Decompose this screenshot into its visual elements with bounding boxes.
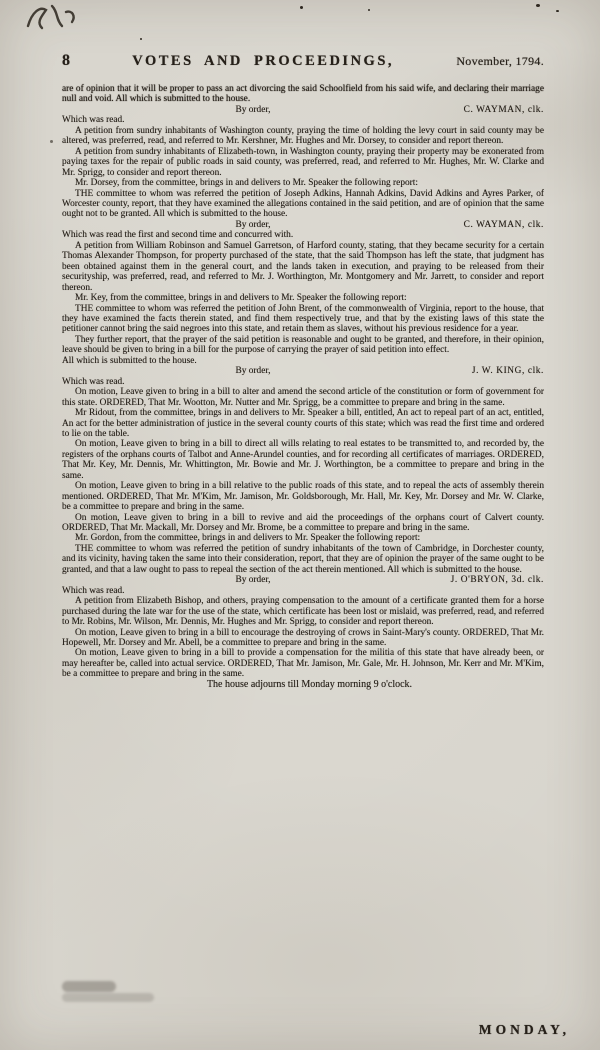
by-order-label: By order, <box>235 366 271 377</box>
paragraph: Mr. Gordon, from the committee, brings in and delivers to Mr. Speaker the following report: <box>75 533 421 544</box>
paragraph: Mr Ridout, from the committee, brings in and delivers to Mr. Speaker a bill, entitled, An act to repeal part of an act, entitled, An act for the better administration of justice in the several county courts of this state; which was read the first time and ordered to lie on the table. <box>62 408 544 439</box>
paper-speck <box>536 4 540 7</box>
paragraph: On motion, Leave given to bring in a bill to alter and amend the second article of the constitution or form of government for this state. ORDERED, That Mr. Wootton, Mr. Nutter and Mr. Sprigg, be a committee to prepare and bring in the same. <box>62 387 544 408</box>
clerk-signature: C. WAYMAN, clk. <box>463 219 544 230</box>
by-order-label: By order, <box>235 575 271 586</box>
paragraph: They further report, that the prayer of the said petition is reasonable and ought to be granted, and therefore, in their opinion, leave should be given to bring in a bill for the purpose of carrying the prayer of said petition into effect. <box>62 334 544 356</box>
paragraph: THE committee to whom was referred the petition of sundry inhabitants of the town of Cambridge, in Dorchester county, and its vicinity, having taken the same into their consideration, report, that they are of opinion the prayer of the same ought to be granted, and that a law ought to pass to repeal the section of the act therein mentioned. All which is submitted to the house. <box>62 543 544 575</box>
adjournment-line: The house adjourns till Monday morning 9 o'clock. <box>206 678 413 690</box>
clerk-signature: C. WAYMAN, clk. <box>463 104 544 115</box>
paragraph: Which was read. <box>62 115 125 126</box>
paragraph: On motion, Leave given to bring in a bill to direct all wills relating to real estates to be transmitted to, and recorded by, the registers of the orphans courts of Talbot and Anne-Arundel counties, and for recording all certificates of marriages. ORDERED, That Mr. Key, Mr. Dennis, Mr. Whittington, Mr. Bowie and Mr. J. Worthington, be a committee to prepare and bring in the same. <box>62 439 544 481</box>
paper-speck <box>50 140 53 143</box>
page-date: November, 1794. <box>456 54 544 68</box>
paper-speck <box>556 10 559 12</box>
clerk-signature: J. W. KING, clk. <box>471 366 544 377</box>
ink-smudge <box>62 993 154 1002</box>
ink-smudge <box>62 981 116 992</box>
paragraph: are of opinion that it will be proper to pass an act divorcing the said Schoolfield from his said wife, and declaring their marriage null and void. All which is submitted to the house. <box>62 84 544 105</box>
paragraph: On motion, Leave given to bring in a bill relative to the public roads of this state, and to repeal the acts of assembly therein mentioned. ORDERED, That Mr. M'Kim, Mr. Jamison, Mr. Goldsborough, Mr. Hall, Mr. Key, Mr. Dorsey and Mr. W. Clarke, be a committee to prepare and bring in the same. <box>62 481 544 513</box>
by-order-line <box>62 575 544 585</box>
page-header <box>62 52 544 70</box>
paragraph: On motion, Leave given to bring in a bill to revive and aid the proceedings of the orphans court of Calvert county. ORDERED, That Mr. Mackall, Mr. Dorsey and Mr. Brome, be a committee to prepare and bring in the same. <box>62 512 544 534</box>
paragraph: A petition from sundry inhabitants of Elizabeth-town, in Washington county, praying their property may be exonerated from paying taxes for the repair of public roads in said county, was preferred, read, and referred to Mr. Hughes, Mr. W. Clarke and Mr. Sprigg, to consider and report thereon. <box>62 146 544 178</box>
paragraph: Mr. Key, from the committee, brings in and delivers to Mr. Speaker the following report: <box>75 293 407 304</box>
page-title: VOTES AND PROCEEDINGS, <box>132 53 395 69</box>
clerk-signature: J. O'BRYON, 3d. clk. <box>450 575 544 586</box>
by-order-line <box>62 220 544 230</box>
paper-speck <box>368 9 370 11</box>
paragraph: Which was read the first and second time and concurred with. <box>62 230 294 241</box>
paragraph: THE committee to whom was referred the petition of Joseph Adkins, Hannah Adkins, David Adkins and Ayres Parker, of Worcester county, report, that they have examined the allegations contained in the said petition, and are of opinion that the same ought not to be granted. All which is submitted to the house. <box>62 188 544 220</box>
paragraph: THE committee to whom was referred the petition of John Brent, of the commonwealth of Virginia, report to the house, that they have examined the facts therein stated, and find them respectively true, and that by the existing laws of this state the petitioner cannot bring the said negroes into this state, and retain them as slaves, without his previous residence for a year. <box>62 303 544 335</box>
ink-scribble-icon <box>22 2 84 36</box>
paper-speck <box>300 6 303 9</box>
by-order-line <box>62 366 544 376</box>
paragraph: Mr. Dorsey, from the committee, brings in and delivers to Mr. Speaker the following report: <box>75 178 418 189</box>
paragraph: On motion, Leave given to bring in a bill to provide a compensation for the militia of this state that have already been, or may hereafter be, called into actual service. ORDERED, That Mr. Jamison, Mr. Gale, Mr. H. Johnson, Mr. Kerr and Mr. M'Kim, be a committee to prepare and bring in the same. <box>62 648 544 680</box>
paragraph: Which was read. <box>62 376 125 387</box>
paragraph: All which is submitted to the house. <box>62 355 197 366</box>
by-order-label: By order, <box>235 219 271 230</box>
by-order-line <box>62 105 544 115</box>
paragraph: Which was read. <box>62 585 125 596</box>
paper-speck <box>140 38 142 40</box>
by-order-label: By order, <box>235 104 271 115</box>
catchword: MONDAY, <box>478 1022 570 1037</box>
paragraph: On motion, Leave given to bring in a bill to encourage the destroying of crows in Saint-Mary's county. ORDERED, That Mr. Hopewell, Mr. Dorsey and Mr. Abell, be a committee to prepare and bring in the same. <box>62 627 544 649</box>
paragraph: A petition from Elizabeth Bishop, and others, praying compensation to the amount of a certificate granted them for a horse purchased during the late war for the use of the state, which certificate has been lost or mislaid, was preferred, read, and referred to Mr. Robins, Mr. Wilson, Mr. Dennis, Mr. Hughes and Mr. Sprigg, to consider and report thereon. <box>62 596 544 628</box>
paragraph: A petition from William Robinson and Samuel Garretson, of Harford county, stating, that they became security for a certain Thomas Alexander Thompson, for property purchased of the state, that the said Thompson has left the state, that judgment has been obtained against them in the general court, and the lands taken in execution, and praying to be released from their securityship, was preferred, read, and referred to Mr. J. Worthington, Mr. Montgomery and Mr. Jarrett, to consider and report thereon. <box>62 240 544 293</box>
page-body <box>62 84 544 690</box>
page-number: 8 <box>62 52 70 69</box>
paragraph: A petition from sundry inhabitants of Washington county, praying the time of holding the levy court in said county may be altered, was preferred, read, and referred to Mr. Kershner, Mr. Hughes and Mr. Dorsey, to consider and report thereon. <box>62 125 544 147</box>
